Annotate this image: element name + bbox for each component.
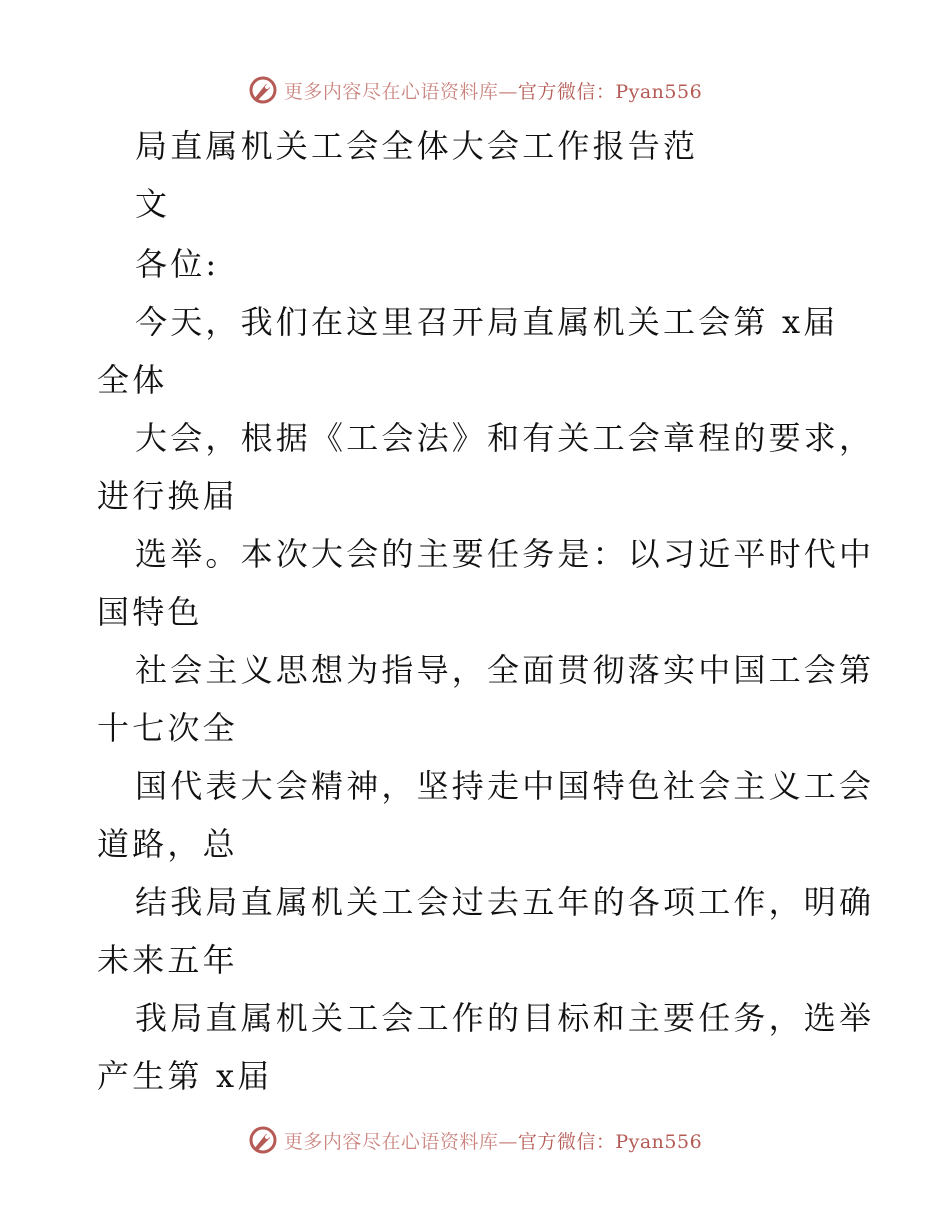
paragraph-line: 国代表大会精神，坚持走中国特色社会主义工会 xyxy=(135,767,875,805)
paragraph-line: 产生第 x届 xyxy=(97,1057,273,1095)
banner-wechat: 官方微信：Pyan556 xyxy=(517,80,703,103)
footer-banner xyxy=(0,1120,950,1160)
document-title-line-2: 文 xyxy=(135,185,171,223)
banner-wechat: 官方微信：Pyan556 xyxy=(517,1130,703,1153)
paragraph-line: 道路，总 xyxy=(97,825,238,863)
banner-separator: — xyxy=(498,80,518,103)
paragraph-line: 社会主义思想为指导，全面贯彻落实中国工会第 xyxy=(135,651,875,689)
banner-separator: — xyxy=(498,1130,518,1153)
paragraph-line: 进行换届 xyxy=(97,477,238,515)
paragraph-line: 未来五年 xyxy=(97,941,238,979)
paragraph-line: 结我局直属机关工会过去五年的各项工作，明确 xyxy=(135,883,875,921)
paragraph-line: 我局直属机关工会工作的目标和主要任务，选举 xyxy=(135,999,875,1037)
paragraph-line: 全体 xyxy=(97,361,168,399)
paragraph-line: 十七次全 xyxy=(97,709,238,747)
header-banner xyxy=(0,70,950,110)
banner-text xyxy=(284,1127,702,1154)
pen-nib-circle-icon xyxy=(248,1125,278,1155)
banner-site-name: 更多内容尽在心语资料库 xyxy=(283,80,499,103)
banner-text xyxy=(284,77,702,104)
paragraph-line: 大会，根据《工会法》和有关工会章程的要求， xyxy=(135,419,875,457)
document-title-line-1: 局直属机关工会全体大会工作报告范 xyxy=(135,127,699,165)
banner-site-name: 更多内容尽在心语资料库 xyxy=(283,1130,499,1153)
paragraph-line: 今天，我们在这里召开局直属机关工会第 x届 xyxy=(135,303,839,341)
pen-nib-circle-icon xyxy=(248,75,278,105)
paragraph-line: 国特色 xyxy=(97,593,203,631)
paragraph-line: 选举。本次大会的主要任务是：以习近平时代中 xyxy=(135,535,875,573)
salutation: 各位: xyxy=(135,245,220,283)
